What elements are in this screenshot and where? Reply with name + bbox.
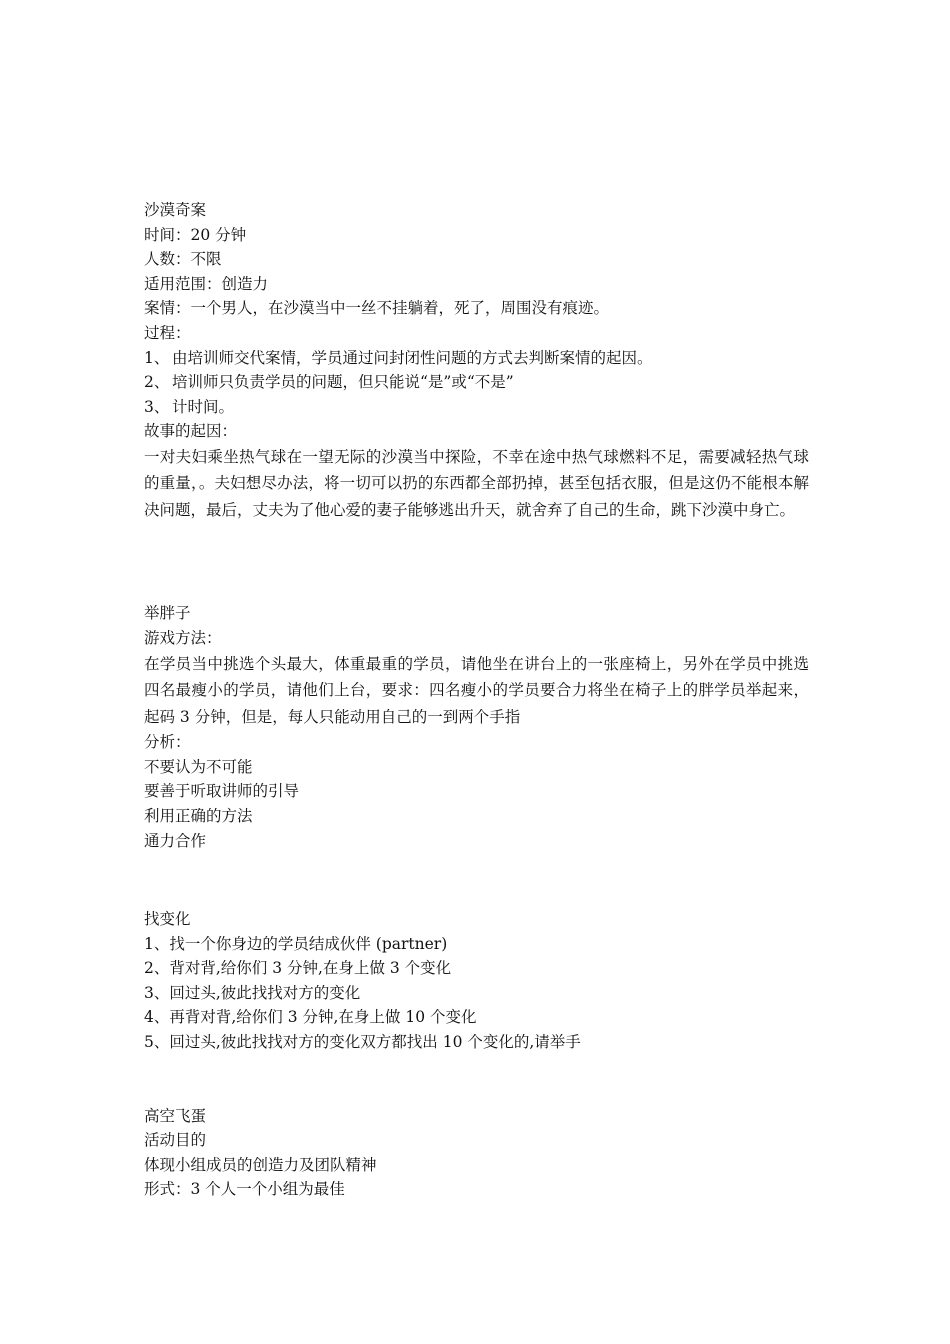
- analysis-label: 分析：: [144, 733, 191, 752]
- method-paragraph: 在学员当中挑选个头最大，体重最重的学员，请他坐在讲台上的一张座椅上，另外在学员中挑选四名最瘦小的学员，请他们上台，要求：四名瘦小的学员要合力将坐在椅子上的胖学员举起来，起码 3 分钟，但是，每人只能动用自己的一到两个手指: [144, 654, 809, 726]
- info-line: 时间：20 分钟: [144, 225, 247, 244]
- section-lift-fatty: [144, 601, 809, 853]
- section-title: 高空飞蛋: [144, 1106, 207, 1125]
- section-find-changes: [144, 907, 809, 1055]
- analysis-item: 利用正确的方法: [144, 806, 253, 825]
- document-page: [144, 198, 809, 1202]
- step-item: 2、 培训师只负责学员的问题，但只能说“是”或“不是”: [144, 373, 514, 392]
- info-line: 案情：一个男人，在沙漠当中一丝不挂躺着，死了，周围没有痕迹。: [144, 299, 610, 318]
- step-item: 3、回过头,彼此找找对方的变化: [144, 983, 361, 1002]
- section-title: 举胖子: [144, 604, 191, 623]
- info-line: 活动目的: [144, 1131, 207, 1150]
- section-title: 沙漠奇案: [144, 201, 207, 219]
- analysis-item: 通力合作: [144, 831, 207, 850]
- cause-label: 故事的起因：: [144, 422, 238, 441]
- step-item: 3、 计时间。: [144, 397, 235, 416]
- section-desert-case: [144, 198, 809, 523]
- step-item: 1、 由培训师交代案情，学员通过问封闭性问题的方式去判断案情的起因。: [144, 348, 653, 367]
- analysis-item: 要善于听取讲师的引导: [144, 782, 300, 801]
- info-line: 体现小组成员的创造力及团队精神: [144, 1155, 377, 1174]
- step-item: 1、找一个你身边的学员结成伙伴 (partner): [144, 934, 448, 953]
- step-item: 4、再背对背,给你们 3 分钟,在身上做 10 个变化: [144, 1008, 477, 1027]
- info-line: 人数：不限: [144, 250, 222, 269]
- info-line: 过程：: [144, 323, 191, 342]
- step-item: 5、回过头,彼此找找对方的变化双方都找出 10 个变化的,请举手: [144, 1033, 581, 1052]
- section-title: 找变化: [144, 910, 191, 929]
- info-line: 适用范围：创造力: [144, 274, 269, 293]
- section-egg-drop: [144, 1104, 809, 1202]
- cause-paragraph: 一对夫妇乘坐热气球在一望无际的沙漠当中探险，不幸在途中热气球燃料不足，需要减轻热气球的重量，。夫妇想尽办法，将一切可以扔的东西都全部扔掉，甚至包括衣服，但是这仍不能根本解决问题，最后，丈夫为了他心爱的妻子能够逃出升天，就舍弃了自己的生命，跳下沙漠中身亡。: [144, 447, 809, 519]
- analysis-item: 不要认为不可能: [144, 757, 253, 776]
- info-line: 形式：3 个人一个小组为最佳: [144, 1180, 345, 1199]
- step-item: 2、背对背,给你们 3 分钟,在身上做 3 个变化: [144, 959, 452, 978]
- method-label: 游戏方法：: [144, 629, 222, 648]
